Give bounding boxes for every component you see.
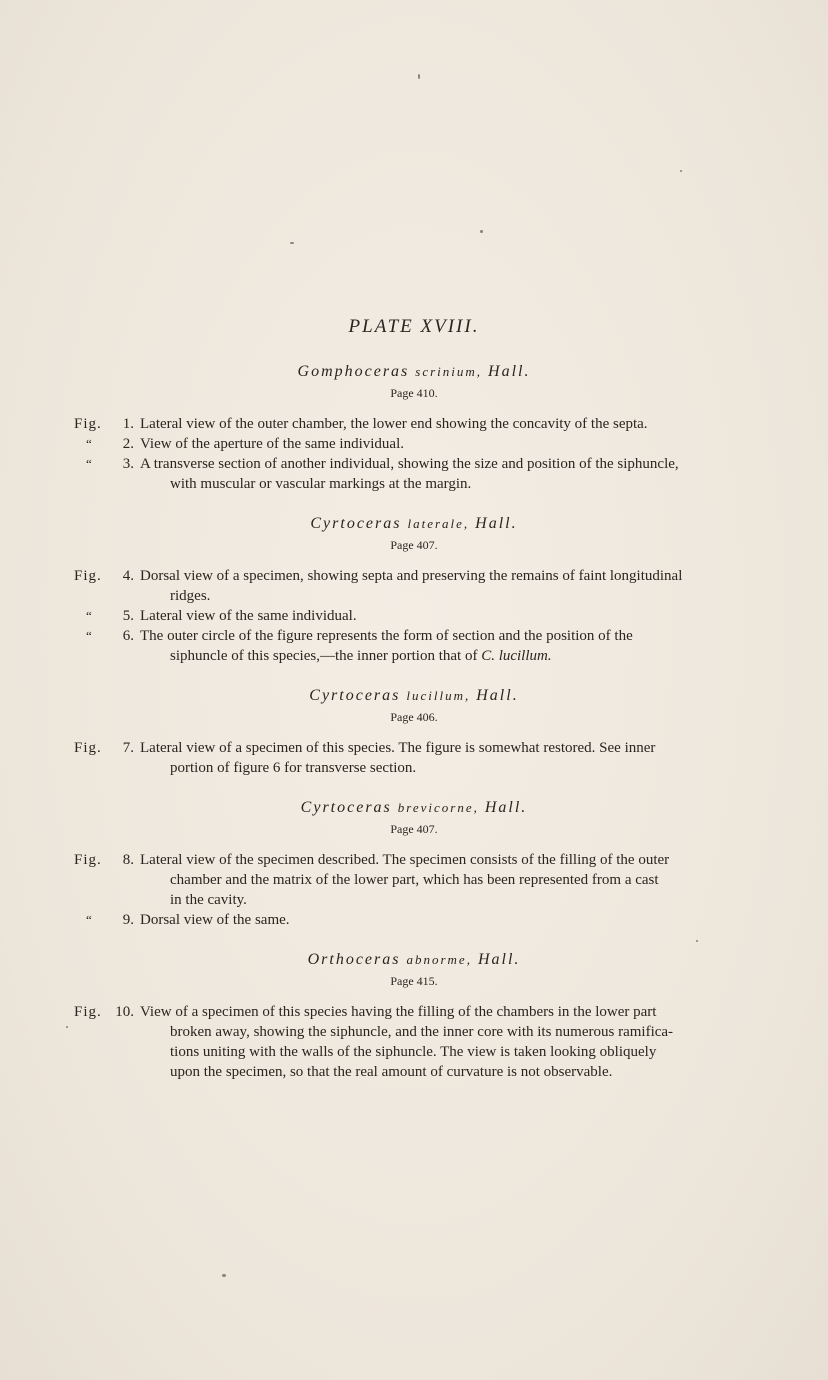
fig-description: View of the aperture of the same individual. (140, 436, 405, 452)
author-name: Hall. (488, 363, 531, 380)
fig-description: Lateral view of the outer chamber, the lower end showing the concavity of the septa. (140, 416, 648, 432)
fig-description: Lateral view of the same individual. (140, 608, 357, 624)
fig-number: 5. (122, 608, 134, 624)
fig-description-cont: with muscular or vascular markings at the margin. (170, 476, 472, 492)
paper-speck (418, 74, 420, 79)
fig-description: The outer circle of the figure represents the form of section and the position of the (140, 628, 633, 644)
page-reference: Page 410. (390, 386, 438, 400)
species-title (0, 948, 828, 972)
ditto-mark: “ (86, 456, 92, 471)
species-title (0, 796, 828, 820)
ditto-mark: “ (86, 436, 92, 451)
figure-entry (0, 910, 828, 930)
fig-description-cont: siphuncle of this species,—the inner portion that of (170, 648, 478, 664)
species-section-orthoceras-abnorme (0, 948, 828, 1082)
figure-entry (0, 566, 828, 606)
species-name: abnorme, (406, 952, 472, 967)
species-name: laterale, (407, 516, 470, 531)
fig-description-cont: broken away, showing the siphuncle, and the inner core with its numerous ramifica- (170, 1024, 674, 1040)
page-reference: Page 415. (390, 974, 438, 988)
figure-entry (0, 414, 828, 434)
fig-number: 2. (122, 436, 134, 452)
fig-number: 9. (122, 912, 134, 928)
fig-description-cont: upon the specimen, so that the real amount of curvature is not observable. (170, 1064, 613, 1080)
page-reference: Page 407. (390, 538, 438, 552)
fig-description: Dorsal view of a specimen, showing septa and preserving the remains of faint longitudinal (140, 568, 683, 584)
species-section-cyrtoceras-brevicorne (0, 796, 828, 930)
fig-number: 4. (122, 568, 134, 584)
figure-entry (0, 434, 828, 454)
paper-speck (696, 940, 698, 942)
figure-entry (0, 738, 828, 778)
fig-description: Lateral view of a specimen of this species. The figure is somewhat restored. See inner (140, 740, 656, 756)
fig-number: 1. (122, 416, 134, 432)
fig-label: Fig. (74, 740, 102, 756)
fig-label: Fig. (74, 1004, 102, 1020)
species-title (0, 360, 828, 384)
genus-name: Gomphoceras (297, 363, 410, 380)
plate-title: PLATE XVIII. (348, 316, 480, 337)
author-name: Hall. (477, 951, 521, 968)
genus-name: Cyrtoceras (309, 687, 401, 704)
fig-number: 10. (115, 1004, 134, 1020)
species-reference: C. lucillum. (481, 648, 552, 664)
paper-speck (222, 1274, 226, 1277)
author-name: Hall. (475, 515, 518, 532)
fig-number: 8. (122, 852, 134, 868)
paper-speck (290, 242, 294, 244)
fig-description: A transverse section of another individual, showing the size and position of the siphuncle, (140, 456, 679, 472)
species-title (0, 512, 828, 536)
ditto-mark: “ (86, 628, 92, 643)
species-section-cyrtoceras-lucillum (0, 684, 828, 778)
genus-name: Cyrtoceras (310, 515, 402, 532)
species-name: brevicorne, (397, 800, 479, 815)
species-title (0, 684, 828, 708)
fig-description-cont: portion of figure 6 for transverse section. (170, 760, 417, 776)
species-name: lucillum, (406, 688, 471, 703)
fig-number: 3. (122, 456, 134, 472)
figure-entry (0, 626, 828, 666)
paper-speck (480, 230, 483, 233)
species-name: scrinium, (415, 364, 483, 379)
page-reference: Page 407. (390, 822, 438, 836)
genus-name: Cyrtoceras (300, 799, 392, 816)
fig-label: Fig. (74, 852, 102, 868)
species-section-cyrtoceras-laterale (0, 512, 828, 666)
fig-description-cont: in the cavity. (170, 892, 247, 908)
fig-description: Dorsal view of the same. (140, 912, 290, 928)
paper-speck (66, 1026, 68, 1028)
fig-number: 7. (122, 740, 134, 756)
fig-description-cont: ridges. (170, 588, 211, 604)
paper-speck (680, 170, 682, 172)
fig-number: 6. (122, 628, 134, 644)
fig-label: Fig. (74, 568, 102, 584)
page-reference: Page 406. (390, 710, 438, 724)
figure-entry (0, 850, 828, 910)
figure-entry (0, 606, 828, 626)
figure-entry (0, 454, 828, 494)
fig-description: View of a specimen of this species having the filling of the chambers in the lower part (140, 1004, 657, 1020)
ditto-mark: “ (86, 608, 92, 623)
fig-description-cont: chamber and the matrix of the lower part, which has been represented from a cast (170, 872, 659, 888)
species-section-gomphoceras-scrinium (0, 360, 828, 494)
ditto-mark: “ (86, 912, 92, 927)
figure-entry (0, 1002, 828, 1082)
fig-description: Lateral view of the specimen described. The specimen consists of the filling of the outer (140, 852, 670, 868)
fig-description-cont: tions uniting with the walls of the siphuncle. The view is taken looking obliquely (170, 1044, 657, 1060)
author-name: Hall. (476, 687, 519, 704)
genus-name: Orthoceras (307, 951, 401, 968)
author-name: Hall. (484, 799, 528, 816)
fig-label: Fig. (74, 416, 102, 432)
